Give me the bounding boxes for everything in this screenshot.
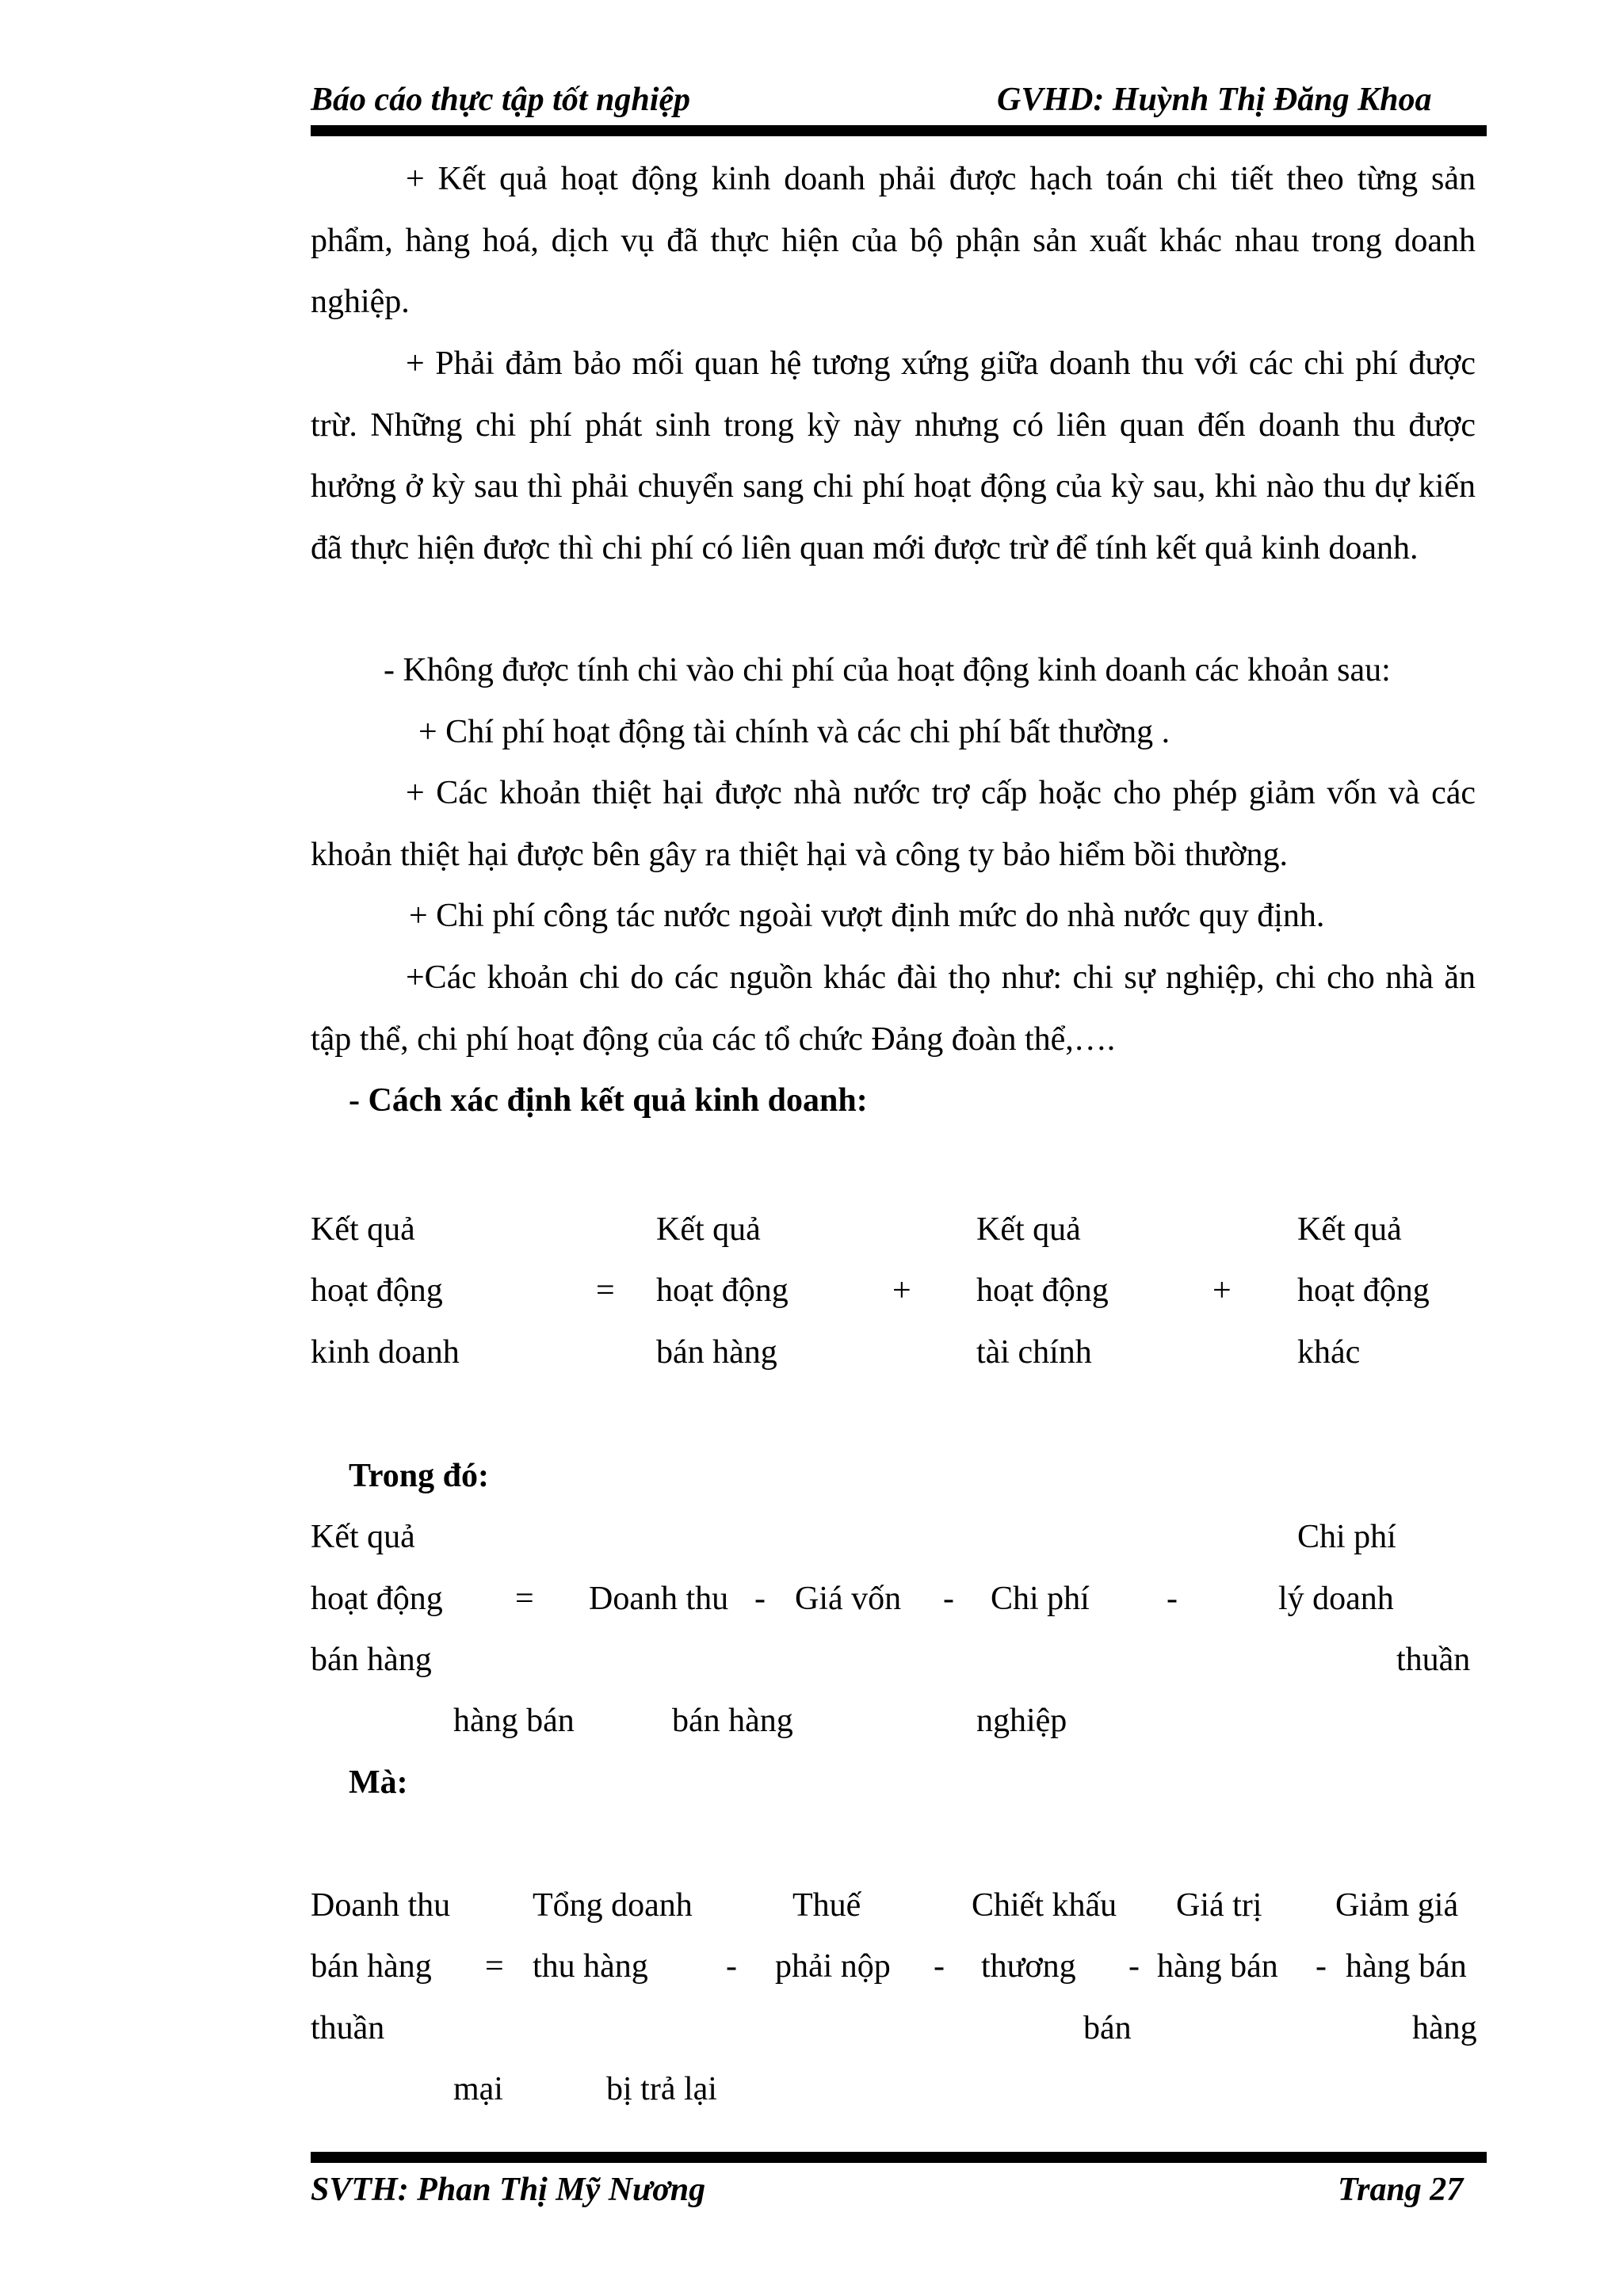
formula1-term2-line1: Kết quả [656,1211,761,1248]
formula3-tax-line1: Thuế [792,1887,861,1924]
header-supervisor: GVHD: Huỳnh Thị Đăng Khoa [997,82,1432,118]
paragraph-1: + Kết quả hoạt động kinh doanh phải được hạch toán chi tiết theo từng sản phẩm, hàng hoá, dịch vụ đã thực hiện của bộ phận sản xuất khác nhau trong doanh nghiệp. [311,161,1476,320]
formula3-term1-line1: Doanh thu [311,1887,451,1924]
formula2-revenue: Doanh thu [589,1581,729,1617]
formula3-minus-1: - [726,1948,737,1985]
formula3-returns-value-line1: Giá trị [1176,1887,1262,1924]
formula2-selling-expense: Chi phí [991,1581,1090,1617]
formula2-equals: = [515,1581,534,1617]
formula3-term1-line2: bán hàng [311,1948,432,1985]
paragraph-6: + Chi phí công tác nước ngoài vượt định mức do nhà nước quy định. [409,898,1325,934]
formula3-minus-2: - [934,1948,945,1985]
formula2-admin-expense-line1: Chi phí [1297,1519,1396,1555]
paragraph-3: - Không được tính chi vào chi phí của hoạt động kinh doanh các khoản sau: [384,652,1391,688]
formula3-trade-discount-line1: Chiết khấu [972,1887,1117,1924]
formula1-term4-line2: hoạt động [1297,1272,1430,1309]
formula3-goods-word: hàng [1412,2010,1477,2046]
formula2-minus-2: - [943,1581,954,1617]
formula1-term3-line3: tài chính [976,1334,1092,1371]
formula1-plus-1: + [892,1272,911,1309]
formula3-equals: = [485,1948,504,1985]
footer-student: SVTH: Phan Thị Mỹ Nương [311,2172,706,2208]
formula1-term2-line3: bán hàng [656,1334,777,1371]
header-rule [311,125,1487,136]
formula3-minus-3: - [1128,1948,1140,1985]
formula1-term4-line1: Kết quả [1297,1211,1402,1248]
formula1-term1-line2: hoạt động [311,1272,443,1309]
formula3-term1-line3: thuần [311,2010,385,2046]
formula3-gross-revenue-line1: Tổng doanh [533,1887,693,1924]
paragraph-4: + Chí phí hoạt động tài chính và các chi phí bất thường . [418,714,1170,750]
formula2-goods-sold: hàng bán [453,1703,575,1739]
formula1-term2-line2: hoạt động [656,1272,789,1309]
formula3-trade-discount-line2: thương [981,1948,1076,1985]
formula2-term1-line1: Kết quả [311,1519,415,1555]
paragraph-5: + Các khoản thiệt hại được nhà nước trợ cấp hoặc cho phép giảm vốn và các khoản thiệt hại được bên gây ra thiệt hại và công ty bảo hiểm bồi thường. [311,775,1476,873]
formula2-admin-expense-line2: lý doanh [1278,1581,1394,1617]
formula3-minus-4: - [1316,1948,1327,1985]
formula3-price-reduction-line1: Giảm giá [1335,1887,1459,1924]
formula3-returns-value-line2: hàng bán [1157,1948,1278,1985]
formula3-sold-word: bán [1083,2010,1132,2046]
formula1-term3-line2: hoạt động [976,1272,1109,1309]
formula3-commerce-word: mại [453,2071,503,2107]
formula2-enterprise: nghiệp [976,1703,1067,1739]
formula2-net-word: thuần [1396,1642,1471,1678]
formula1-term1-line3: kinh doanh [311,1334,460,1371]
formula3-tax-line2: phải nộp [775,1948,891,1985]
paragraph-2: + Phải đảm bảo mối quan hệ tương xứng giữa doanh thu với các chi phí được trừ. Những chi phí phát sinh trong kỳ này nhưng có liên quan đến doanh thu được hưởng ở kỳ sau thì phải chuyển sang chi phí hoạt động của kỳ sau, khi nào thu dự kiến đã thực hiện được thì chi phí có liên quan mới được trừ để tính kết quả kinh doanh. [311,345,1476,566]
formula2-cost-of-goods: Giá vốn [795,1581,902,1617]
formula1-equals: = [596,1272,615,1309]
formula1-term1-line1: Kết quả [311,1211,415,1248]
formula3-price-reduction-line2: hàng bán [1346,1948,1467,1985]
footer-rule [311,2152,1487,2163]
formula2-minus-1: - [754,1581,766,1617]
section-heading: - Cách xác định kết quả kinh doanh: [349,1082,868,1119]
formula2-term1-line2: hoạt động [311,1581,443,1617]
formula2-minus-3: - [1167,1581,1178,1617]
formula3-label: Mà: [349,1764,408,1801]
footer-page-number: Trang 27 [1338,2172,1464,2208]
paragraph-7: +Các khoản chi do các nguồn khác đài thọ như: chi sự nghiệp, chi cho nhà ăn tập thể, chi phí hoạt động của các tổ chức Đảng đoàn thể,…. [311,959,1476,1058]
header-report-title: Báo cáo thực tập tốt nghiệp [311,82,691,118]
formula1-plus-2: + [1212,1272,1232,1309]
formula2-term1-line3: bán hàng [311,1642,432,1678]
formula2-sales: bán hàng [672,1703,793,1739]
formula3-gross-revenue-line2: thu hàng [533,1948,648,1985]
formula2-label: Trong đó: [349,1458,489,1494]
formula1-term4-line3: khác [1297,1334,1361,1371]
formula3-returned-word: bị trả lại [606,2071,717,2107]
formula1-term3-line1: Kết quả [976,1211,1081,1248]
